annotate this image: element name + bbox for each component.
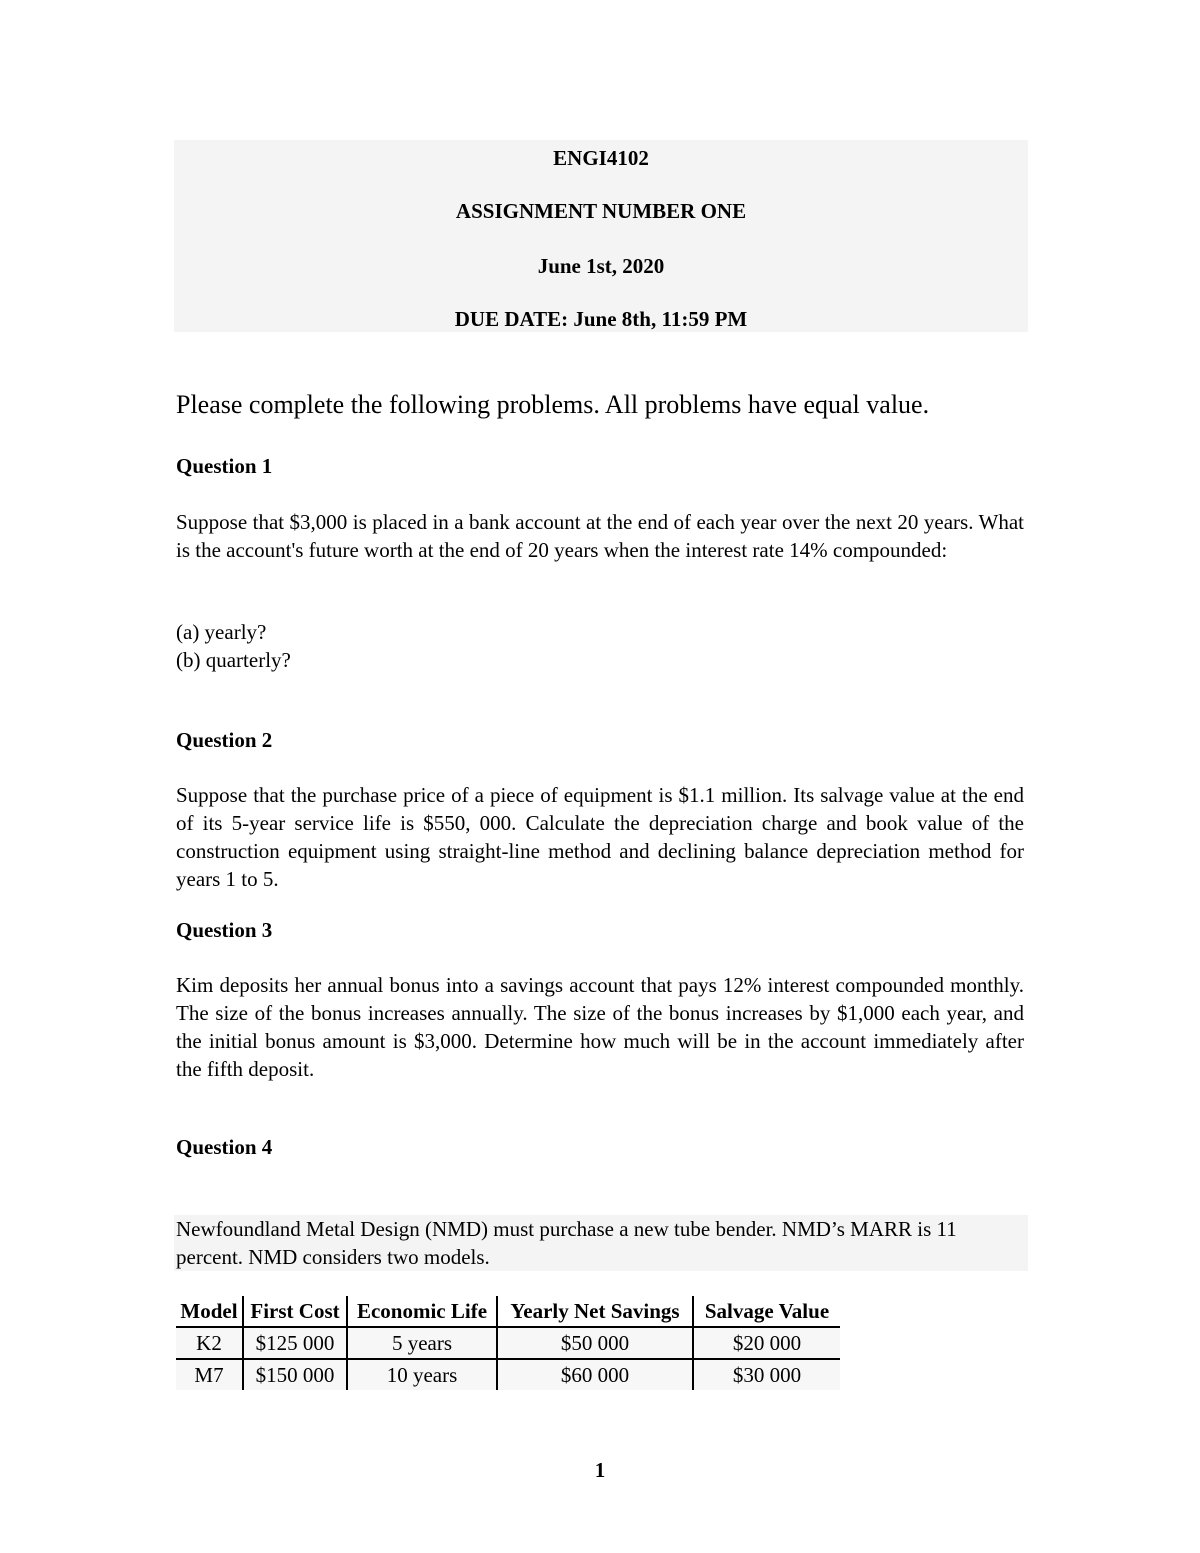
assignment-title: ASSIGNMENT NUMBER ONE [455, 199, 747, 223]
assignment-date: June 1st, 2020 [537, 254, 665, 278]
due-date: DUE DATE: June 8th, 11:59 PM [454, 307, 748, 331]
column-header-first-cost: First Cost [243, 1296, 347, 1327]
table-header-row [176, 1296, 840, 1327]
cell-economic-life: 5 years [347, 1327, 497, 1359]
question-1-option-b: (b) quarterly? [176, 648, 291, 672]
instructions: Please complete the following problems. All problems have equal value. [176, 390, 930, 419]
cell-first-cost: $150 000 [243, 1359, 347, 1390]
column-header-model: Model [176, 1296, 243, 1327]
cell-economic-life: 10 years [347, 1359, 497, 1390]
cell-salvage-value: $20 000 [693, 1327, 840, 1359]
table-row [176, 1327, 840, 1359]
course-code: ENGI4102 [553, 146, 649, 170]
cell-model: K2 [176, 1327, 243, 1359]
page-number: 1 [594, 1458, 606, 1482]
question-1-heading: Question 1 [176, 454, 273, 478]
column-header-salvage-value: Salvage Value [693, 1296, 840, 1327]
question-2-text: Suppose that the purchase price of a piece of equipment is $1.1 million. Its salvage value at the end of its 5-year service life is $550, 000. Calculate the depreciation charge and book value of the construction equipment using straight-line method and declining balance depreciation method for years 1 to 5. [176, 783, 1024, 891]
question-1-option-a: (a) yearly? [176, 620, 267, 644]
models-table [176, 1296, 840, 1390]
question-4-text: Newfoundland Metal Design (NMD) must purchase a new tube bender. NMD’s MARR is 11 percent. NMD considers two models. [176, 1217, 957, 1269]
cell-first-cost: $125 000 [243, 1327, 347, 1359]
question-1-text: Suppose that $3,000 is placed in a bank account at the end of each year over the next 20 years. What is the account's future worth at the end of 20 years when the interest rate 14% compounded: [176, 510, 1024, 562]
table-row [176, 1359, 840, 1390]
column-header-yearly-net-savings: Yearly Net Savings [497, 1296, 693, 1327]
question-4-heading: Question 4 [176, 1135, 273, 1159]
column-header-economic-life: Economic Life [347, 1296, 497, 1327]
cell-yearly-net-savings: $50 000 [497, 1327, 693, 1359]
cell-yearly-net-savings: $60 000 [497, 1359, 693, 1390]
question-3-text: Kim deposits her annual bonus into a savings account that pays 12% interest compounded monthly. The size of the bonus increases annually. The size of the bonus increases by $1,000 each year, and the initial bonus amount is $3,000. Determine how much will be in the account immediately after the fifth deposit. [176, 973, 1024, 1081]
cell-salvage-value: $30 000 [693, 1359, 840, 1390]
cell-model: M7 [194, 1362, 224, 1387]
question-3-heading: Question 3 [176, 918, 273, 942]
question-2-heading: Question 2 [176, 728, 273, 752]
